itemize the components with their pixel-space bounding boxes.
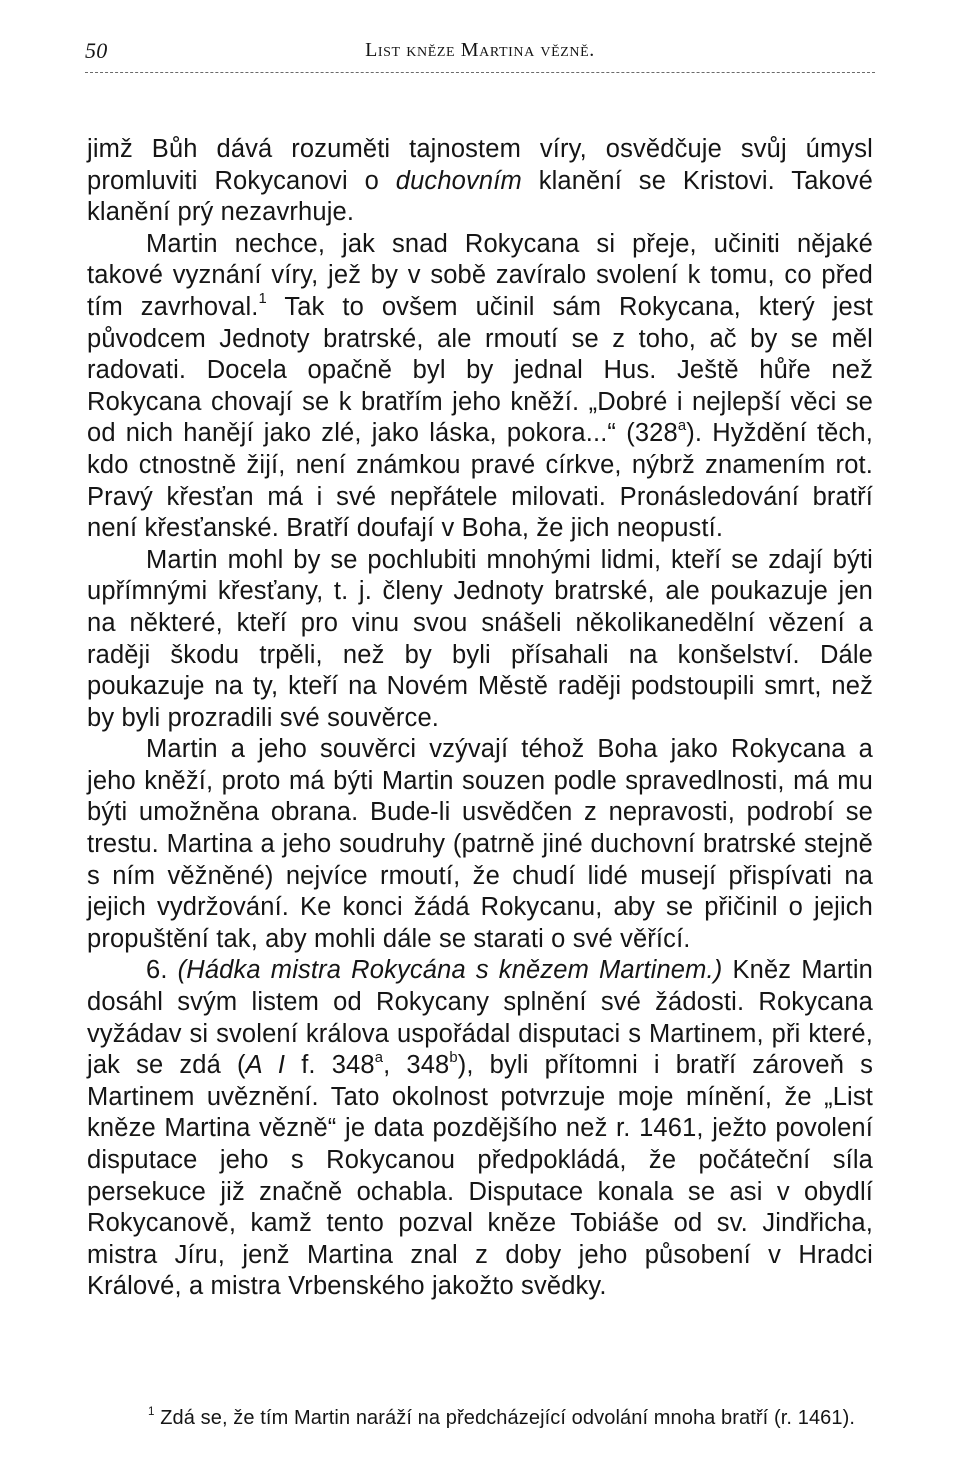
superscript: a <box>677 417 687 434</box>
text-run: ), byli přítomni i bratří zároveň s Martinem uvěznění. Tato okolnost potvrzuje moje mínění, že „List kněze Martina vězně“ je data pozdějšího než r. 1461, ježto povolení disputace jeho s Rokycanou předpokládá, že počáteční síla persekuce již značně ochabla. Disputace konala se asi v obydlí Rokycanově, kamž tento pozval kněze Tobiáše od sv. Jindřicha, mistra Jíru, jenž Martina znal z doby jeho působení v Hradci Králové, a mistra Vrbenského jakožto svědky. <box>87 1051 873 1301</box>
text-run: Tak to ovšem učinil sám Rokycana, který jest původcem Jednoty bratrské, ale rmoutí se z toho, ač by se měl radovati. Docela opačně byl by jednal Hus. Ještě hůře než Rokycana chovají se k bratřím jeho kněží. „Dobré i nejlepší věci se od nich hanějí jako zlé, jako láska, pokora...“ (328 <box>87 292 873 448</box>
text-run: Martin nechce, jak snad Rokycana si přeje, učiniti nějaké takové vyznání víry, jež by v sobě zavíralo svolení k tomu, co před tím zavrhoval. <box>87 229 873 321</box>
header-rule <box>85 72 875 73</box>
page-header <box>85 38 875 68</box>
text-run: Martin a jeho souvěrci vzývají téhož Boha jako Rokycana a jeho kněží, proto má býti Martin souzen podle spravedlnosti, má mu býti umožněna obrana. Bude-li usvědčen z nepravosti, podrobí se trestu. Martina a jeho soudruhy (patrně jiné duchovní bratrské stejně s ním věžněné) nejvíce rmoutí, že chudí lidé musejí přispívati na jejich vydržování. Ke konci žádá Rokycanu, aby se přičinil o jejich propuštění tak, aby mohli dále se starati o své věřící. <box>87 735 873 953</box>
text-run: f. 348 <box>285 1051 375 1080</box>
paragraph <box>87 545 873 735</box>
paragraph <box>87 134 873 229</box>
paragraph <box>87 955 873 1303</box>
text-run: Martin mohl by se pochlubiti mnohými lidmi, kteří se zdají býti upřímnými křesťany, t. j. členy Jednoty bratrské, ale poukazuje jen na některé, kteří pro vinu svou snášeli několikanedělní vězení a raději škodu trpěli, než by byli přísahali na konšelství. Dále poukazuje na ty, kteří na Novém Městě raději podstoupili smrt, než by byli prozradili své souvěrce. <box>87 545 873 732</box>
italic-phrase: (Hádka mistra Rokycána s knězem Martinem.) <box>177 956 723 985</box>
text-run: , 348 <box>383 1051 450 1080</box>
text-run: 6. <box>146 956 178 985</box>
italic-phrase: A I <box>245 1051 286 1080</box>
paragraph <box>87 229 873 545</box>
body-text <box>87 134 873 1303</box>
running-title: List kněze Martina vězně. <box>365 39 595 61</box>
footnote <box>148 1405 872 1431</box>
footnote-text: Zdá se, že tím Martin naráží na předcházející odvolání mnoha bratří (r. 1461). <box>160 1407 856 1429</box>
superscript: 1 <box>258 291 267 308</box>
superscript: b <box>449 1049 458 1066</box>
text-run: ). Hyždění těch, kdo ctnostně žijí, není známkou pravé církve, nýbrž znamením rot. Pravý křesťan má i své nepřátele milovati. Pronásledování bratří není křesťanské. Bratří doufají v Boha, že jich neopustí. <box>87 419 873 543</box>
text-run: Kněz Martin dosáhl svým listem od Rokycany splnění své žádosti. Rokycana vyžádav si svolení králova uspořádal disputaci s Martinem, při které, jak se zdá ( <box>87 956 873 1080</box>
text-run: jimž Bůh dává rozuměti tajnostem víry, osvědčuje svůj úmysl promluviti Rokycanovi o <box>87 135 873 195</box>
page-number: 50 <box>85 38 108 63</box>
paragraph <box>87 734 873 955</box>
italic-phrase: duchovním <box>395 166 522 195</box>
footnote-marker: 1 <box>148 1404 155 1418</box>
superscript: a <box>374 1049 384 1066</box>
text-run: klanění se Kristovi. Takové klanění prý nezavrhuje. <box>87 166 873 227</box>
